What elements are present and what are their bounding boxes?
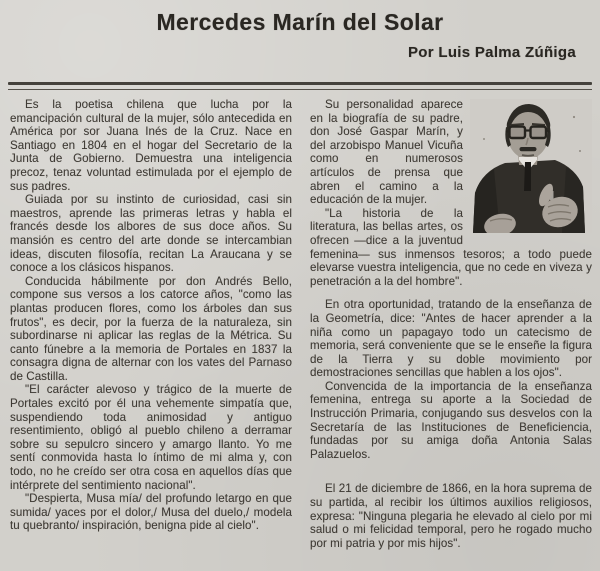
paragraph: Convencida de la importancia de la enseñanza femenina, entrega su aporte a la Sociedad de Instrucción Primaria, conjugando sus desvelos con la Secretaría de las Instituciones de Beneficiencia, fundadas por su amiga doña Antonia Salas Palazuelos. [310, 379, 592, 461]
portrait-photo [470, 99, 592, 233]
paragraph: "El carácter alevoso y trágico de la muerte de Portales excitó por él una vehemente simpatía que, suspendiendo toda animosidad y antiguo resentimiento, obligó al pueblo chileno a derramar sobre su sepulcro sincero y amargo llanto. Yo me sentí conmovida hasta lo íntimo de mi alma y, con todo, no he creído ser otra cosa en aquellos días que intérprete del sentimiento nacional". [10, 383, 292, 492]
paragraph: "La historia de la literatura, las bellas artes, os ofrecen —dice a la juventud femenina— sus inmensos tesoros; a todo puede elevarse vuestra inteligencia, que no cede en viveza y penetración a la del hombre". [310, 206, 592, 288]
paragraph: "Despierta, Musa mía/ del profundo letargo en que sumida/ yaces por el dolor,/ Musa del duelo,/ modela tu quebranto/ inspiración, benigna pide al cielo". [10, 492, 292, 533]
rule-thick [8, 82, 592, 85]
left-column [10, 98, 292, 550]
paragraph: El 21 de diciembre de 1866, en la hora suprema de su partida, al recibir los últimos auxilios religiosos, expresa: "Ninguna plegaria he elevado al cielo por mi salud o mi felicidad temporal, pero he rogado mucho por mi patria y por mis hijos". [310, 482, 592, 550]
paragraph: Es la poetisa chilena que lucha por la emancipación cultural de la mujer, sólo antecedida en América por sor Juana Inés de la Cruz. Nace en Santiago en 1804 en el hogar del Secretario de la Junta de Gobierno. Demuestra una inteligencia precoz, tenaz voluntad estimulada por el ejemplo de sus padres. [10, 98, 292, 193]
article-header [0, 9, 600, 61]
article-byline: Por Luis Palma Zúñiga [408, 44, 576, 61]
article-title: Mercedes Marín del Solar [156, 9, 444, 35]
article-body [0, 90, 600, 550]
right-column [310, 98, 592, 550]
paragraph: Su personalidad aparece en la biografía de su padre, don José Gaspar Marín, y del arzobispo Manuel Vicuña como en numerosos artículos de prensa que abren el camino a la educación de la mujer. [310, 98, 463, 207]
double-rule-divider [8, 82, 592, 90]
portrait-photo-illustration [470, 99, 592, 233]
paragraph: Conducida hábilmente por don Andrés Bello, compone sus versos a los catorce años, "como las plantas producen flores, como los árboles dan sus frutos", es decir, por la fuerza de la naturaleza, sin subordinarse ni aplicar las reglas de la Métrica. Su canto fúnebre a la memoria de Portales en 1837 la consagra digna de alternar con los vates del Parnaso de Castilla. [10, 274, 292, 383]
paragraph: En otra oportunidad, tratando de la enseñanza de la Geometría, dice: "Antes de hacer aprender a la niña como un papagayo todo un catecismo de memoria, será conveniente que se le enseñe la figura de la Tierra y su doble movimiento por demostraciones sencillas que hablen a los ojos". [310, 298, 592, 380]
paragraph: Guiada por su instinto de curiosidad, casi sin maestros, aprende las primeras letras y habla el francés desde los albores de sus doce años. Su mansión es centro del arte donde se intercambian ideas, discuten filosofía, recitan La Araucana y se conoce a los clásicos hispanos. [10, 193, 292, 275]
